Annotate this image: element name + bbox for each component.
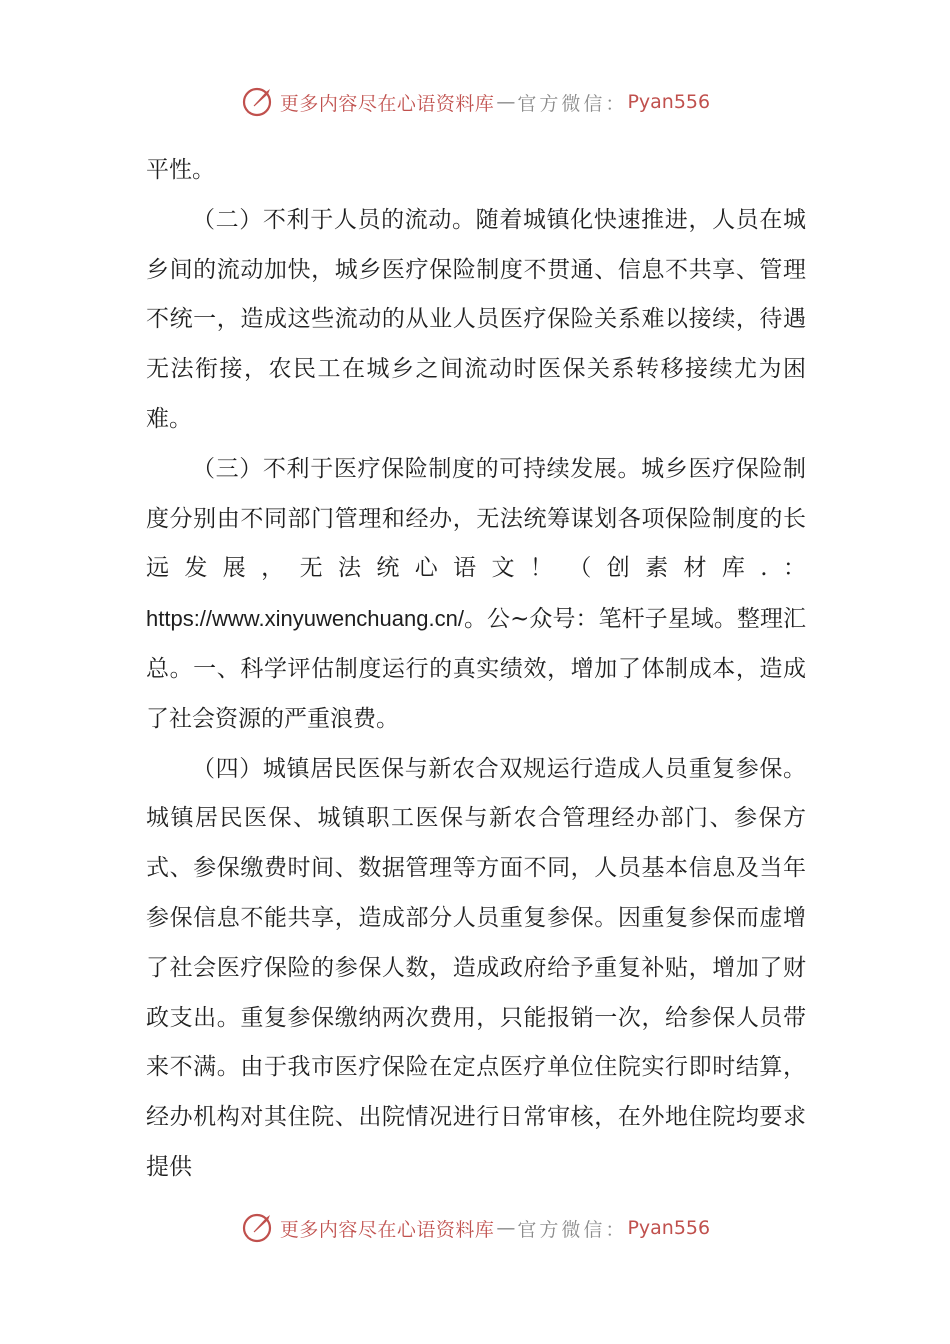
paragraph-2 bbox=[146, 445, 806, 745]
document-body bbox=[146, 146, 806, 1193]
banner-wechat-id: Pyan556 bbox=[627, 1217, 711, 1239]
banner-official-label: 官方微信： bbox=[517, 1218, 628, 1241]
paragraph-2-text-b: 。公~众号：笔杆子星域。整理汇总。一、科学评估制度运行的真实绩效，增加了体制成本，造成了社会资源的严重浪费。 bbox=[146, 606, 806, 732]
source-url-link[interactable]: https://www.xinyuwenchuang.cn/ bbox=[146, 606, 464, 632]
banner-dash: — bbox=[496, 1217, 516, 1239]
banner-main-text: 更多内容尽在心语资料库 bbox=[279, 92, 495, 115]
banner-official-label: 官方微信： bbox=[517, 92, 628, 115]
paragraph-0: 平性。 bbox=[146, 157, 215, 183]
footer-banner bbox=[0, 1208, 950, 1248]
header-banner bbox=[0, 82, 950, 122]
banner-wechat-id: Pyan556 bbox=[627, 91, 711, 113]
paragraph-2-text-a: （三）不利于医疗保险制度的可持续发展。城乡医疗保险制度分别由不同部门管理和经办，无法统筹谋划各项保险制度的长远发展，无法统心语文！（创素材库.： bbox=[146, 455, 806, 582]
quill-logo-icon bbox=[240, 1210, 276, 1246]
paragraph-3: （四）城镇居民医保与新农合双规运行造成人员重复参保。城镇居民医保、城镇职工医保与新农合管理经办部门、参保方式、参保缴费时间、数据管理等方面不同，人员基本信息及当年参保信息不能共享，造成部分人员重复参保。因重复参保而虚增了社会医疗保险的参保人数，造成政府给予重复补贴，增加了财政支出。重复参保缴纳两次费用，只能报销一次，给参保人员带来不满。由于我市医疗保险在定点医疗单位住院实行即时结算，经办机构对其住院、出院情况进行日常审核，在外地住院均要求提供 bbox=[146, 755, 806, 1180]
paragraph-1: （二）不利于人员的流动。随着城镇化快速推进，人员在城乡间的流动加快，城乡医疗保险制度不贯通、信息不共享、管理不统一，造成这些流动的从业人员医疗保险关系难以接续，待遇无法衔接，农民工在城乡之间流动时医保关系转移接续尤为困难。 bbox=[146, 206, 806, 432]
quill-logo-icon bbox=[240, 84, 276, 120]
banner-main-text: 更多内容尽在心语资料库 bbox=[279, 1218, 495, 1241]
banner-dash: — bbox=[496, 91, 516, 113]
